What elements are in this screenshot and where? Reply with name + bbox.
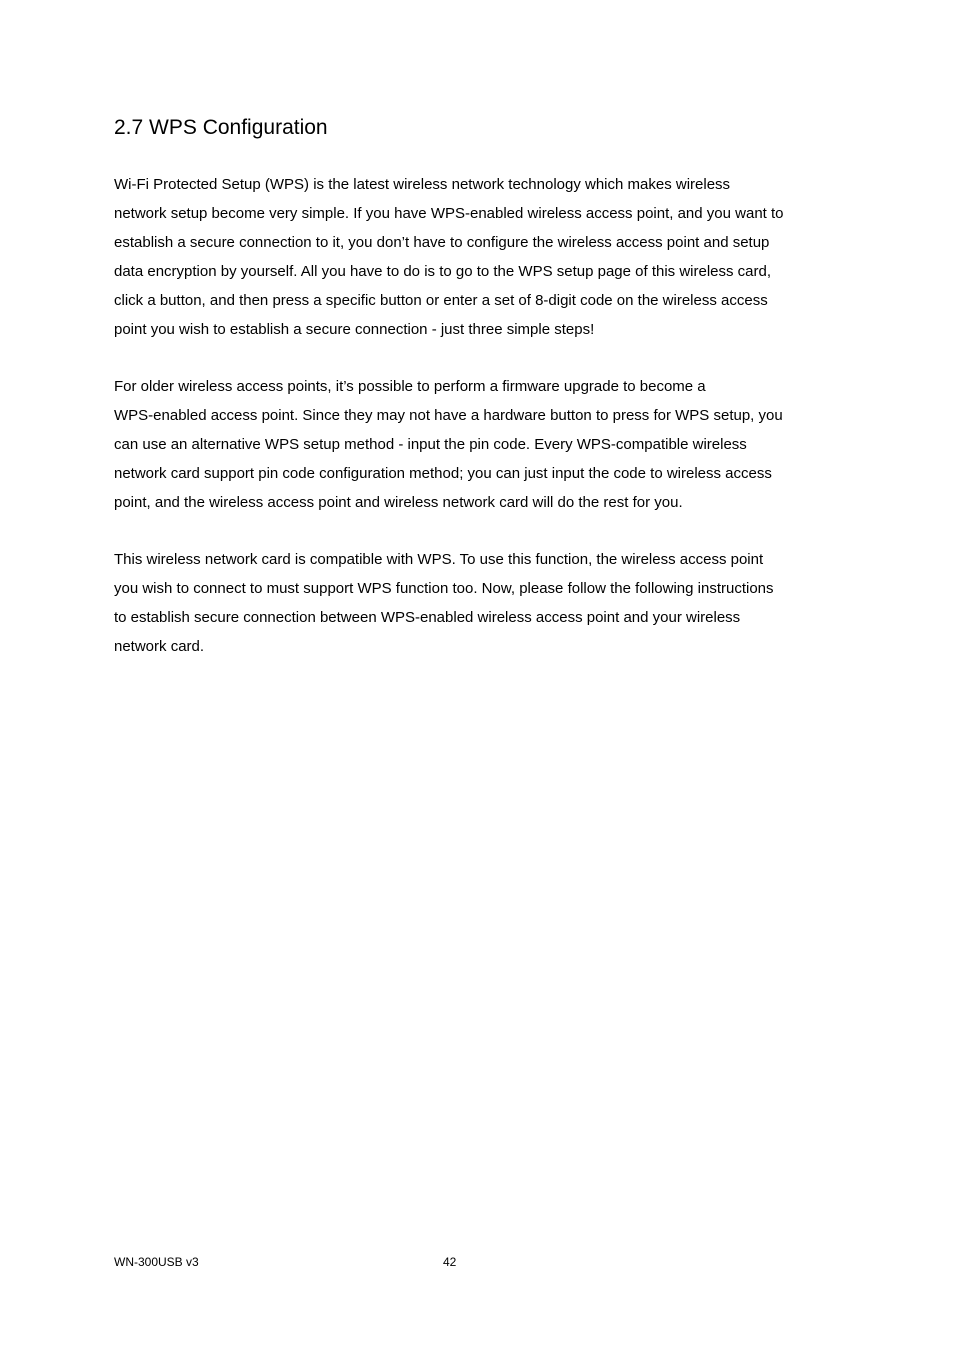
paragraph-line: click a button, and then press a specific button or enter a set of 8-digit code on the wireless access [114,291,768,309]
paragraph-line: you wish to connect to must support WPS function too. Now, please follow the following instructions [114,579,774,597]
paragraph-line: point you wish to establish a secure connection - just three simple steps! [114,320,595,338]
paragraph-line: network setup become very simple. If you have WPS-enabled wireless access point, and you want to [114,204,784,222]
paragraph-line: network card support pin code configuration method; you can just input the code to wireless access [114,464,772,482]
section-title: 2.7 WPS Configuration [114,116,328,139]
paragraph-line: establish a secure connection to it, you don’t have to configure the wireless access point and setup [114,233,770,251]
paragraph-wps-compatibility [114,546,844,662]
footer-model-name: WN-300USB v3 [114,1255,199,1269]
paragraph-line: WPS-enabled access point. Since they may not have a hardware button to press for WPS setup, you [114,406,783,424]
paragraph-line: For older wireless access points, it’s possible to perform a firmware upgrade to become a [114,378,706,395]
paragraph-line: This wireless network card is compatible with WPS. To use this function, the wireless access point [114,551,764,568]
paragraph-line: data encryption by yourself. All you have to do is to go to the WPS setup page of this wireless card, [114,262,772,280]
paragraph-wps-intro [114,171,844,344]
paragraph-line: network card. [114,637,205,655]
paragraph-line: to establish secure connection between WPS-enabled wireless access point and your wireless [114,608,741,626]
paragraph-older-access-points [114,373,844,518]
footer-page-number: 42 [443,1255,457,1269]
paragraph-line: can use an alternative WPS setup method - input the pin code. Every WPS-compatible wireless [114,435,747,453]
paragraph-line: Wi-Fi Protected Setup (WPS) is the latest wireless network technology which makes wireless [114,176,731,193]
paragraph-line: point, and the wireless access point and wireless network card will do the rest for you. [114,493,683,511]
